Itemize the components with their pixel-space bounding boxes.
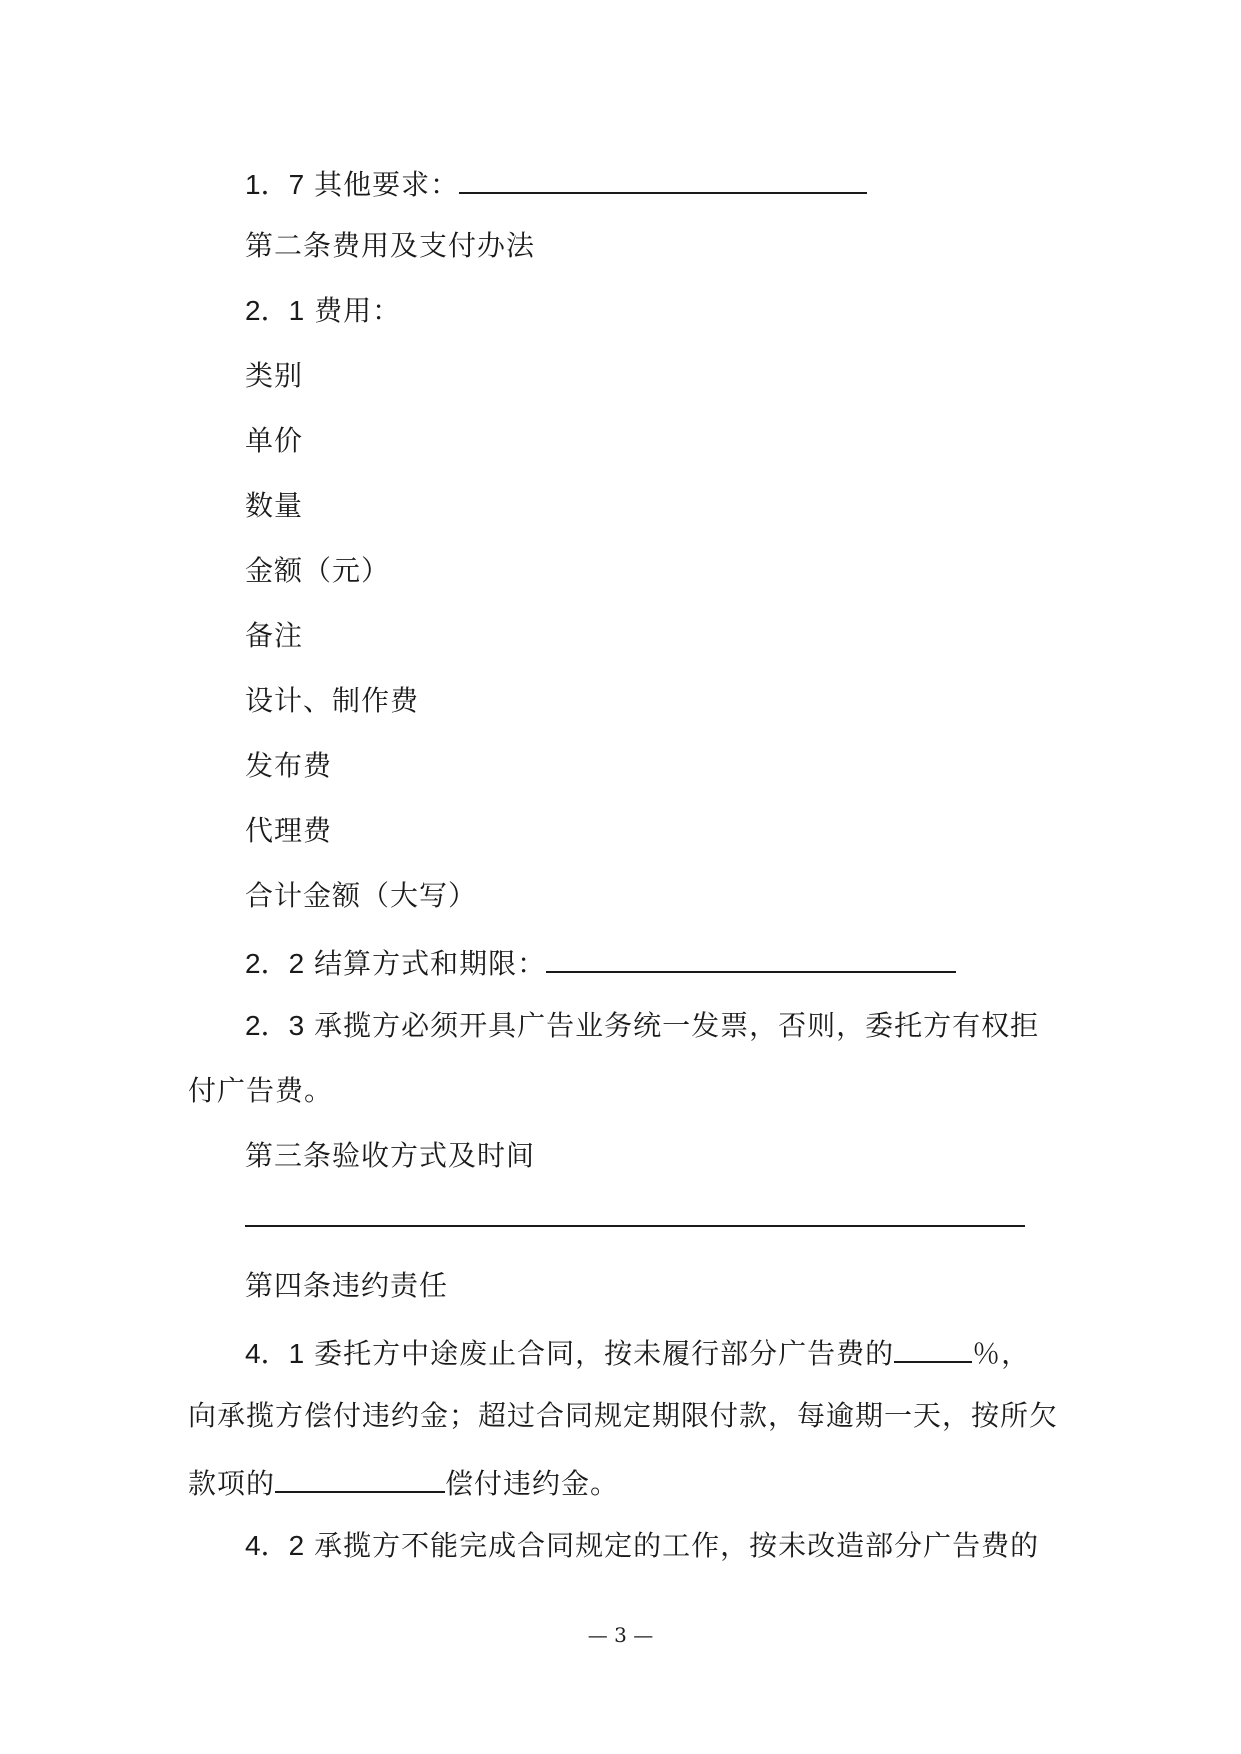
fee-label-agency: 代理费: [245, 814, 333, 847]
article-3-title: 第三条验收方式及时间: [245, 1139, 536, 1172]
section-4-1-line3: [188, 1461, 619, 1504]
section-text: 结算方式和期限：: [314, 947, 547, 980]
section-text: 款项的: [188, 1467, 276, 1500]
section-text-suffix: ％，: [972, 1337, 1031, 1370]
fee-label-design: 设计、制作费: [245, 684, 420, 717]
section-2-2: [245, 941, 956, 984]
section-number: 2．2: [245, 948, 305, 979]
page-number: — 3 —: [587, 1623, 654, 1647]
section-text: 其他要求：: [314, 168, 460, 201]
fee-label-unit-price: 单价: [245, 424, 304, 457]
section-2-3-line2: 付广告费。: [188, 1074, 334, 1107]
fill-in-blank: [894, 1331, 972, 1363]
section-4-1-line1: [245, 1331, 1030, 1374]
fee-label-amount: 金额（元）: [245, 554, 391, 587]
section-number: 2．1: [245, 295, 305, 326]
section-text: 费用：: [314, 294, 402, 327]
section-text: 承揽方不能完成合同规定的工作，按未改造部分广告费的: [314, 1529, 1040, 1562]
section-1-7: [245, 162, 867, 205]
fee-label-category: 类别: [245, 359, 304, 392]
section-4-2: [245, 1526, 1039, 1566]
section-number: 4．1: [245, 1338, 305, 1369]
fee-label-publish: 发布费: [245, 749, 333, 782]
fill-in-blank-full-line: [245, 1225, 1025, 1227]
section-text-suffix: 偿付违约金。: [445, 1467, 620, 1500]
section-number: 1．7: [245, 169, 305, 200]
fill-in-blank: [275, 1461, 445, 1493]
fill-in-blank: [459, 162, 867, 194]
section-2-3-line1: [245, 1006, 1039, 1046]
fill-in-blank: [546, 941, 956, 973]
section-text: 委托方中途废止合同，按未履行部分广告费的: [314, 1337, 895, 1370]
fee-label-total: 合计金额（大写）: [245, 879, 478, 912]
section-number: 4．2: [245, 1530, 305, 1561]
section-number: 2．3: [245, 1010, 305, 1041]
fee-label-remarks: 备注: [245, 619, 304, 652]
fee-label-quantity: 数量: [245, 489, 304, 522]
section-2-1: [245, 291, 401, 331]
section-text: 承揽方必须开具广告业务统一发票，否则，委托方有权拒: [314, 1009, 1040, 1042]
article-2-title: 第二条费用及支付办法: [245, 229, 536, 262]
article-4-title: 第四条违约责任: [245, 1269, 449, 1302]
section-4-1-line2: 向承揽方偿付违约金；超过合同规定期限付款，每逾期一天，按所欠: [188, 1399, 1059, 1432]
